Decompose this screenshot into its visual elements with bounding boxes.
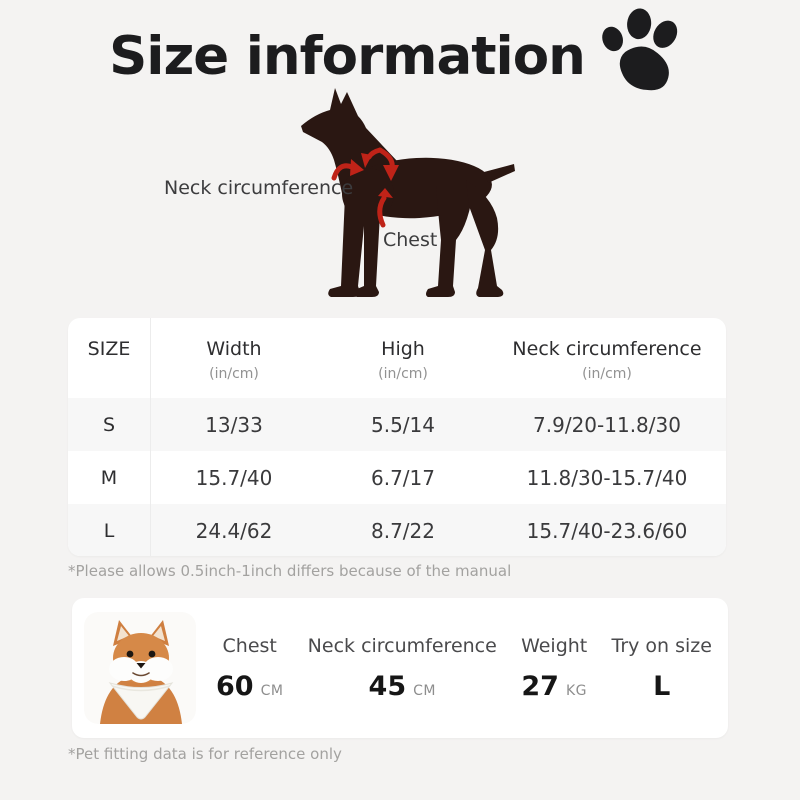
size-table-card	[68, 318, 726, 556]
size-cell: S	[102, 413, 116, 436]
table-row-s	[68, 398, 726, 451]
neck-cell: 7.9/20-11.8/30	[533, 412, 681, 437]
high-cell: 5.5/14	[371, 412, 435, 437]
fitting-footnote: *Pet fitting data is for reference only	[68, 745, 342, 763]
neck-cell: 11.8/30-15.7/40	[526, 465, 688, 490]
chest-label: Chest	[383, 229, 438, 251]
high-cell: 8.7/22	[371, 518, 435, 543]
weight-value: 27	[521, 670, 559, 702]
chest-unit: CM	[260, 682, 284, 699]
stat-neck-circumference: Neck circumference 45 CM	[307, 634, 497, 702]
stat-chest: Chest 60 CM	[216, 634, 284, 702]
table-row-m	[68, 451, 726, 504]
pet-fitting-card	[72, 598, 728, 738]
neck-value: 45	[368, 670, 407, 702]
table-column-divider	[150, 318, 151, 556]
column-header-width: Width (in/cm)	[206, 338, 262, 382]
stat-weight: Weight 27 KG	[521, 634, 588, 702]
width-cell: 13/33	[205, 412, 263, 437]
chest-value: 60	[216, 670, 254, 702]
table-header-row	[68, 318, 726, 398]
width-cell: 15.7/40	[195, 465, 273, 490]
neck-cell: 15.7/40-23.6/60	[526, 518, 688, 543]
weight-unit: KG	[565, 682, 587, 699]
fitting-stats	[216, 635, 714, 702]
size-cell: M	[100, 466, 118, 489]
table-row-l	[68, 504, 726, 556]
size-cell: L	[103, 519, 115, 542]
size-table-footnote: *Please allows 0.5inch-1inch differs because of the manual	[68, 562, 512, 580]
page-title: Size information	[109, 25, 585, 87]
paw-icon	[581, 0, 701, 113]
width-cell: 24.4/62	[195, 518, 273, 543]
try-on-size-value: L	[653, 670, 671, 702]
column-header-size: SIZE	[87, 338, 131, 360]
neck-unit: CM	[413, 682, 436, 699]
shiba-inu-photo-illustration	[84, 612, 196, 724]
column-header-neck: Neck circumference (in/cm)	[512, 338, 702, 382]
column-header-high: High (in/cm)	[378, 338, 428, 382]
neck-circumference-label: Neck circumference	[164, 177, 354, 199]
high-cell: 6.7/17	[371, 465, 435, 490]
stat-try-on-size: Try on size L	[611, 634, 712, 702]
pet-photo	[84, 612, 196, 724]
